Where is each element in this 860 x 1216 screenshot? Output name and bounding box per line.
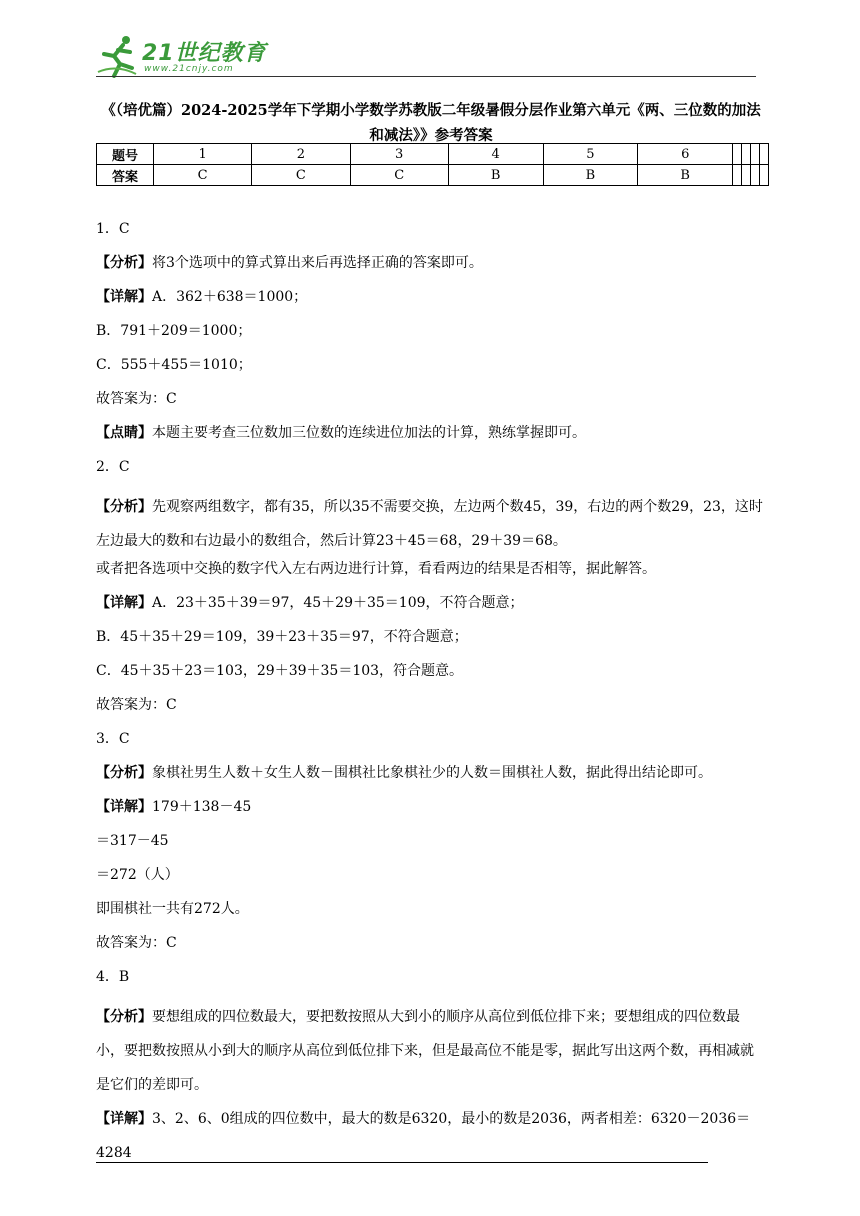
logo-text: 21世纪教育 bbox=[142, 41, 267, 66]
answer-cell: C bbox=[252, 165, 350, 186]
q2-heading: 2．C bbox=[96, 459, 130, 475]
number-cell bbox=[760, 144, 769, 165]
number-cell bbox=[751, 144, 760, 165]
q4-analysis bbox=[96, 1000, 766, 1102]
document-title: 《（培优篇）2024-2025学年下学期小学数学苏教版二年级暑假分层作业第六单元《两、三位数的加法和减法》》参考答案 bbox=[101, 102, 761, 144]
analysis-text: 先观察两组数字，都有35，所以35不需要交换，左边两个数45，39，右边的两个数29，23，这时左边最大的数和右边最小的数组合，然后计算23＋45＝68，29＋39＝68。 bbox=[96, 499, 763, 549]
page-header bbox=[96, 30, 756, 78]
q1-point bbox=[96, 422, 766, 456]
number-cell: 6 bbox=[638, 144, 733, 165]
q2-detail-line: C．45＋35＋23＝103，29＋39＋35＝103，符合题意。 bbox=[96, 663, 464, 679]
detail-tag: 【详解】 bbox=[96, 289, 152, 305]
row-label-answer: 答案 bbox=[97, 165, 154, 186]
number-row bbox=[97, 144, 769, 165]
number-cell: 3 bbox=[350, 144, 448, 165]
analysis-tag: 【分析】 bbox=[96, 255, 152, 271]
detail-tag: 【详解】 bbox=[96, 799, 152, 815]
q3-detail bbox=[96, 796, 766, 830]
q1-final-answer: 故答案为：C bbox=[96, 391, 177, 407]
analysis-text: 象棋社男生人数＋女生人数－围棋社比象棋社少的人数＝围棋社人数，据此得出结论即可。 bbox=[152, 765, 712, 781]
number-cell: 4 bbox=[448, 144, 543, 165]
q2-analysis-continued: 或者把各选项中交换的数字代入左右两边进行计算，看看两边的结果是否相等，据此解答。 bbox=[96, 561, 656, 577]
q3-detail-line: 即围棋社一共有272人。 bbox=[96, 901, 249, 917]
q3-analysis bbox=[96, 762, 766, 796]
q3-final-answer: 故答案为：C bbox=[96, 935, 177, 951]
q1-analysis bbox=[96, 252, 766, 286]
q2-final-answer: 故答案为：C bbox=[96, 697, 177, 713]
answer-cell: B bbox=[543, 165, 638, 186]
q3-heading: 3．C bbox=[96, 731, 130, 747]
analysis-text: 要想组成的四位数最大，要把数按照从大到小的顺序从高位到低位排下来；要想组成的四位数最小，要把数按照从小到大的顺序从高位到低位排下来，但是最高位不能是零，据此写出这两个数，再相减就是它们的差即可。 bbox=[96, 1009, 754, 1093]
detail-text: A．362＋638＝1000； bbox=[152, 289, 308, 305]
answer-body bbox=[96, 218, 766, 1170]
q4-detail bbox=[96, 1102, 766, 1170]
number-cell: 1 bbox=[154, 144, 252, 165]
point-tag: 【点睛】 bbox=[96, 425, 152, 441]
q3-detail-line: ＝317－45 bbox=[96, 833, 169, 849]
q4-heading: 4．B bbox=[96, 969, 130, 985]
analysis-tag: 【分析】 bbox=[96, 1009, 152, 1025]
q2-detail-line: B．45＋35＋29＝109，39＋23＋35＝97，不符合题意； bbox=[96, 629, 468, 645]
detail-tag: 【详解】 bbox=[96, 1111, 152, 1127]
number-cell bbox=[742, 144, 751, 165]
q1-detail bbox=[96, 286, 766, 320]
logo-url: www.21cnjy.com bbox=[144, 64, 234, 74]
q1-detail-line: B．791＋209＝1000； bbox=[96, 323, 252, 339]
point-text: 本题主要考查三位数加三位数的连续进位加法的计算，熟练掌握即可。 bbox=[152, 425, 586, 441]
answer-cell bbox=[751, 165, 760, 186]
number-cell: 2 bbox=[252, 144, 350, 165]
answer-cell bbox=[760, 165, 769, 186]
row-label-number: 题号 bbox=[97, 144, 154, 165]
running-figure-icon bbox=[96, 34, 140, 78]
analysis-tag: 【分析】 bbox=[96, 499, 152, 515]
q1-detail-line: C．555＋455＝1010； bbox=[96, 357, 252, 373]
q3-detail-line: ＝272（人） bbox=[96, 867, 179, 883]
answer-cell: B bbox=[638, 165, 733, 186]
answer-table bbox=[96, 143, 769, 186]
footer-divider bbox=[96, 1162, 708, 1163]
answer-cell: C bbox=[350, 165, 448, 186]
number-cell bbox=[733, 144, 742, 165]
detail-tag: 【详解】 bbox=[96, 595, 152, 611]
answer-cell: B bbox=[448, 165, 543, 186]
number-cell: 5 bbox=[543, 144, 638, 165]
q2-detail bbox=[96, 592, 766, 626]
detail-text: 3、2、6、0组成的四位数中，最大的数是6320，最小的数是2036，两者相差：6320－2036＝4284 bbox=[96, 1111, 751, 1161]
q1-heading: 1．C bbox=[96, 221, 130, 237]
q2-analysis bbox=[96, 490, 766, 558]
header-divider bbox=[96, 76, 756, 77]
analysis-tag: 【分析】 bbox=[96, 765, 152, 781]
answer-cell: C bbox=[154, 165, 252, 186]
answer-cell bbox=[733, 165, 742, 186]
answer-row bbox=[97, 165, 769, 186]
detail-text: A．23＋35＋39＝97，45＋29＋35＝109，不符合题意； bbox=[152, 595, 524, 611]
detail-text: 179＋138－45 bbox=[152, 799, 252, 815]
answer-cell bbox=[742, 165, 751, 186]
analysis-text: 将3个选项中的算式算出来后再选择正确的答案即可。 bbox=[152, 255, 483, 271]
